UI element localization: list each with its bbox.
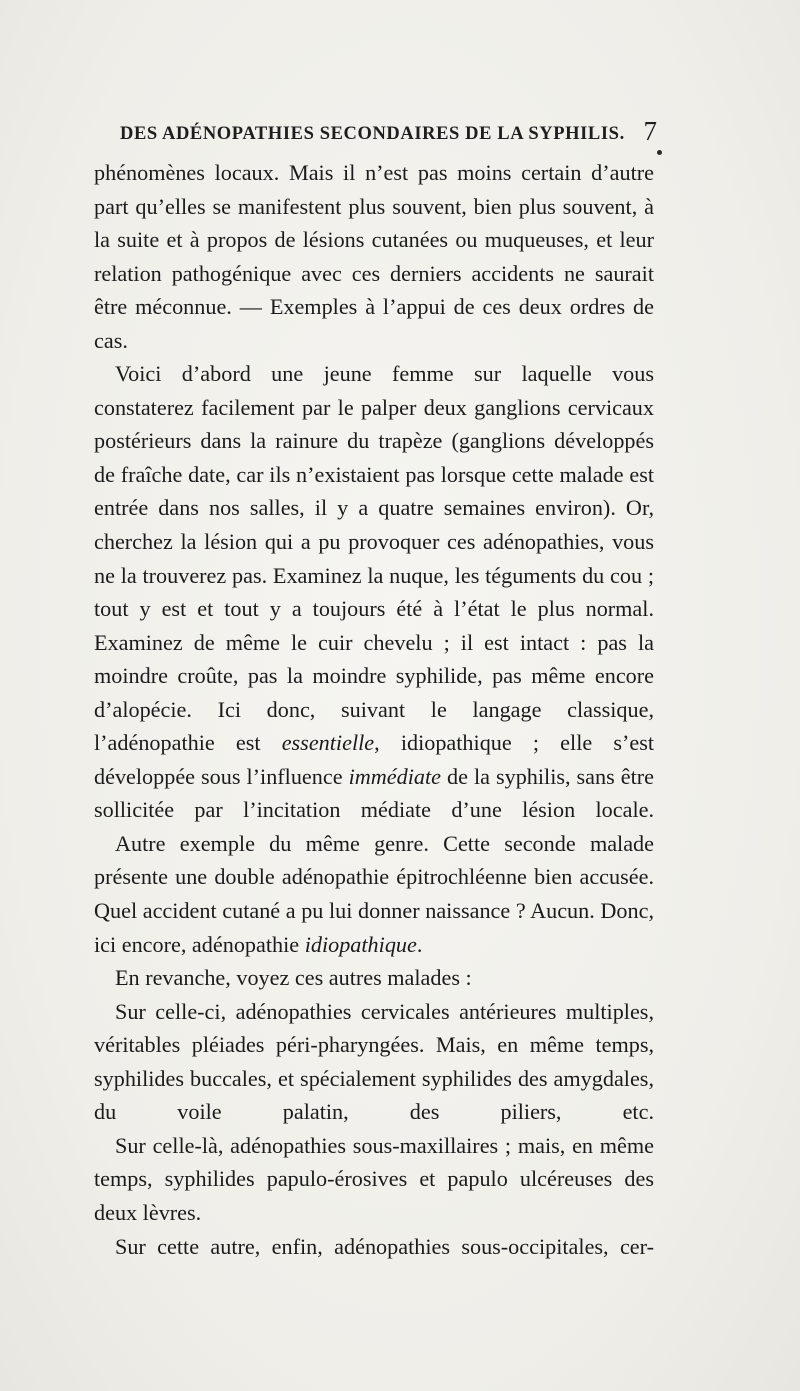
emphasis-immediate: immédiate <box>348 763 442 789</box>
emphasis-essentielle: essentielle <box>281 730 375 756</box>
body-text <box>94 156 654 1263</box>
paragraph-1: phénomènes locaux. Mais il n’est pas moins certain d’autre part qu’elles se manifestent plus souvent, bien plus souvent, à la suite et à propos de lésions cutanées ou muqueuses, et leur relation pathogénique avec ces derniers accidents ne saurait être méconnue. — Exemples à l’appui de ces deux ordres de cas. <box>94 160 654 353</box>
print-speck <box>657 150 662 155</box>
paragraph-6: Sur celle-là, adénopathies sous-maxillaires ; mais, en même temps, syphilides papulo-érosives et papulo ulcéreuses des deux lèvres. <box>94 1132 654 1225</box>
page-number: 7 <box>643 116 657 146</box>
page-header <box>120 118 657 148</box>
emphasis-idiopathique: idiopathique <box>304 931 417 957</box>
running-title: DES ADÉNOPATHIES SECONDAIRES DE LA SYPHILIS. <box>120 124 625 144</box>
paragraph-5: Sur celle-ci, adénopathies cervicales antérieures multiples, véritables pléiades péri-pharyngées. Mais, en même temps, syphilides buccales, et spécialement syphilides des amygdales, du voile palatin, des piliers, etc. <box>94 998 654 1125</box>
paragraph-4: En revanche, voyez ces autres malades : <box>115 965 472 991</box>
paragraph-7: Sur cette autre, enfin, adénopathies sous-occipitales, cer- <box>115 1233 654 1259</box>
paragraph-3: Autre exemple du même genre. Cette seconde malade présente une double adénopathie épitrochléenne bien accusée. Quel accident cutané a pu lui donner naissance ? Aucun. Donc, ici encore, adénopathie idiopathique. <box>94 830 654 957</box>
paragraph-2: Voici d’abord une jeune femme sur laquelle vous constaterez facilement par le palper deux ganglions cervicaux postérieurs dans la rainure du trapèze (ganglions développés de fraîche date, car ils n’existaient pas lorsque cette malade est entrée dans nos salles, il y a quatre semaines environ). Or, cherchez la lésion qui a pu provoquer ces adénopathies, vous ne la trouverez pas. Examinez la nuque, les téguments du cou ; tout y est et tout y a toujours été à l’état le plus normal. Examinez de même le cuir chevelu ; il est intact : pas la moindre croûte, pas la moindre syphilide, pas même encore d’alopécie. Ici donc, suivant le langage classique, l’adénopathie est essentielle, idiopathique ; elle s’est développée sous l’influence immédiate de la syphilis, sans être sollicitée par l’incitation médiate d’une lésion locale. <box>94 361 655 823</box>
